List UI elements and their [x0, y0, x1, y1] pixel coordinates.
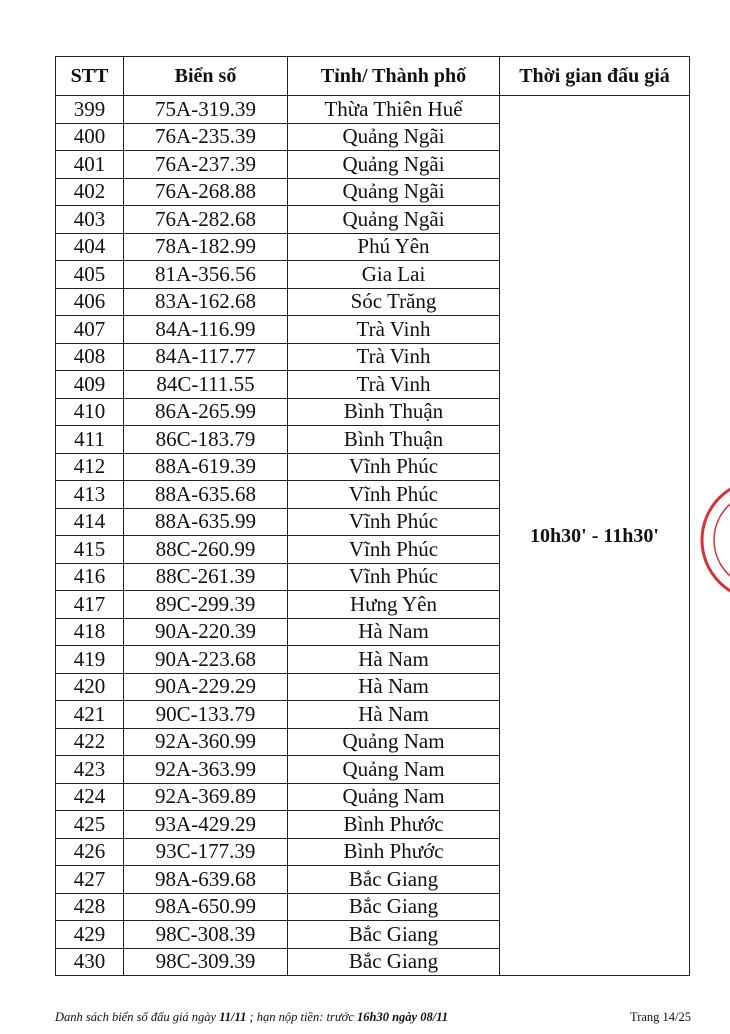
- cell-plate: 92A-363.99: [124, 756, 288, 784]
- cell-province: Hà Nam: [288, 646, 500, 674]
- cell-province: Quảng Nam: [288, 756, 500, 784]
- cell-plate: 88A-619.39: [124, 453, 288, 481]
- cell-plate: 93C-177.39: [124, 838, 288, 866]
- footer-mid: ; hạn nộp tiền: trước: [246, 1010, 358, 1024]
- cell-stt: 425: [56, 811, 124, 839]
- cell-stt: 405: [56, 261, 124, 289]
- cell-province: Bình Phước: [288, 811, 500, 839]
- cell-province: Vĩnh Phúc: [288, 536, 500, 564]
- cell-province: Bắc Giang: [288, 948, 500, 976]
- cell-province: Bình Thuận: [288, 398, 500, 426]
- cell-province: Hưng Yên: [288, 591, 500, 619]
- cell-province: Thừa Thiên Huế: [288, 96, 500, 124]
- cell-stt: 417: [56, 591, 124, 619]
- cell-stt: 428: [56, 893, 124, 921]
- cell-province: Sóc Trăng: [288, 288, 500, 316]
- cell-stt: 419: [56, 646, 124, 674]
- header-province: Tỉnh/ Thành phố: [288, 57, 500, 96]
- cell-stt: 399: [56, 96, 124, 124]
- header-stt: STT: [56, 57, 124, 96]
- cell-stt: 420: [56, 673, 124, 701]
- page-number: Trang 14/25: [630, 1010, 692, 1024]
- cell-province: Vĩnh Phúc: [288, 508, 500, 536]
- footer-deadline: 16h30 ngày 08/11: [357, 1010, 449, 1024]
- cell-plate: 92A-369.89: [124, 783, 288, 811]
- cell-plate: 76A-268.88: [124, 178, 288, 206]
- cell-plate: 98A-639.68: [124, 866, 288, 894]
- cell-plate: 81A-356.56: [124, 261, 288, 289]
- cell-stt: 423: [56, 756, 124, 784]
- cell-stt: 411: [56, 426, 124, 454]
- cell-plate: 89C-299.39: [124, 591, 288, 619]
- cell-plate: 88A-635.99: [124, 508, 288, 536]
- cell-stt: 412: [56, 453, 124, 481]
- cell-province: Quảng Ngãi: [288, 178, 500, 206]
- cell-plate: 90A-220.39: [124, 618, 288, 646]
- cell-province: Phú Yên: [288, 233, 500, 261]
- cell-plate: 76A-282.68: [124, 206, 288, 234]
- cell-plate: 76A-235.39: [124, 123, 288, 151]
- header-plate: Biển số: [124, 57, 288, 96]
- cell-province: Bắc Giang: [288, 866, 500, 894]
- cell-plate: 98C-309.39: [124, 948, 288, 976]
- cell-plate: 88C-261.39: [124, 563, 288, 591]
- cell-province: Vĩnh Phúc: [288, 453, 500, 481]
- cell-province: Bình Phước: [288, 838, 500, 866]
- cell-stt: 407: [56, 316, 124, 344]
- cell-province: Gia Lai: [288, 261, 500, 289]
- cell-province: Vĩnh Phúc: [288, 563, 500, 591]
- table-header-row: [56, 57, 690, 96]
- cell-plate: 98A-650.99: [124, 893, 288, 921]
- cell-province: Bắc Giang: [288, 893, 500, 921]
- cell-province: Vĩnh Phúc: [288, 481, 500, 509]
- cell-plate: 90C-133.79: [124, 701, 288, 729]
- cell-stt: 414: [56, 508, 124, 536]
- cell-plate: 92A-360.99: [124, 728, 288, 756]
- footer-note: [55, 1010, 448, 1025]
- cell-province: Quảng Ngãi: [288, 206, 500, 234]
- cell-stt: 430: [56, 948, 124, 976]
- cell-stt: 403: [56, 206, 124, 234]
- cell-province: Quảng Nam: [288, 728, 500, 756]
- cell-plate: 84C-111.55: [124, 371, 288, 399]
- cell-province: Quảng Ngãi: [288, 151, 500, 179]
- table-row: [56, 96, 690, 124]
- cell-province: Quảng Ngãi: [288, 123, 500, 151]
- cell-stt: 408: [56, 343, 124, 371]
- cell-stt: 404: [56, 233, 124, 261]
- header-auction-time: Thời gian đấu giá: [500, 57, 690, 96]
- cell-stt: 424: [56, 783, 124, 811]
- cell-plate: 76A-237.39: [124, 151, 288, 179]
- cell-province: Trà Vinh: [288, 343, 500, 371]
- cell-province: Hà Nam: [288, 673, 500, 701]
- cell-stt: 418: [56, 618, 124, 646]
- cell-stt: 401: [56, 151, 124, 179]
- cell-plate: 86A-265.99: [124, 398, 288, 426]
- cell-auction-time: 10h30' - 11h30': [500, 96, 690, 976]
- cell-province: Bình Thuận: [288, 426, 500, 454]
- cell-province: Hà Nam: [288, 701, 500, 729]
- cell-stt: 409: [56, 371, 124, 399]
- cell-stt: 402: [56, 178, 124, 206]
- cell-stt: 400: [56, 123, 124, 151]
- cell-plate: 88A-635.68: [124, 481, 288, 509]
- cell-stt: 427: [56, 866, 124, 894]
- cell-stt: 429: [56, 921, 124, 949]
- cell-province: Trà Vinh: [288, 316, 500, 344]
- cell-stt: 426: [56, 838, 124, 866]
- cell-stt: 410: [56, 398, 124, 426]
- cell-stt: 416: [56, 563, 124, 591]
- cell-province: Trà Vinh: [288, 371, 500, 399]
- cell-plate: 83A-162.68: [124, 288, 288, 316]
- cell-plate: 78A-182.99: [124, 233, 288, 261]
- footer-date: 11/11: [219, 1010, 247, 1024]
- cell-plate: 90A-223.68: [124, 646, 288, 674]
- cell-plate: 88C-260.99: [124, 536, 288, 564]
- footer-prefix: Danh sách biển số đấu giá ngày: [55, 1010, 220, 1024]
- cell-stt: 422: [56, 728, 124, 756]
- cell-province: Hà Nam: [288, 618, 500, 646]
- red-seal-stamp: [700, 470, 730, 610]
- cell-province: Bắc Giang: [288, 921, 500, 949]
- cell-plate: 93A-429.29: [124, 811, 288, 839]
- cell-plate: 86C-183.79: [124, 426, 288, 454]
- cell-plate: 84A-117.77: [124, 343, 288, 371]
- cell-plate: 75A-319.39: [124, 96, 288, 124]
- cell-plate: 84A-116.99: [124, 316, 288, 344]
- cell-plate: 98C-308.39: [124, 921, 288, 949]
- cell-stt: 415: [56, 536, 124, 564]
- cell-stt: 406: [56, 288, 124, 316]
- cell-plate: 90A-229.29: [124, 673, 288, 701]
- cell-stt: 421: [56, 701, 124, 729]
- cell-stt: 413: [56, 481, 124, 509]
- plate-auction-table: [55, 56, 690, 976]
- cell-province: Quảng Nam: [288, 783, 500, 811]
